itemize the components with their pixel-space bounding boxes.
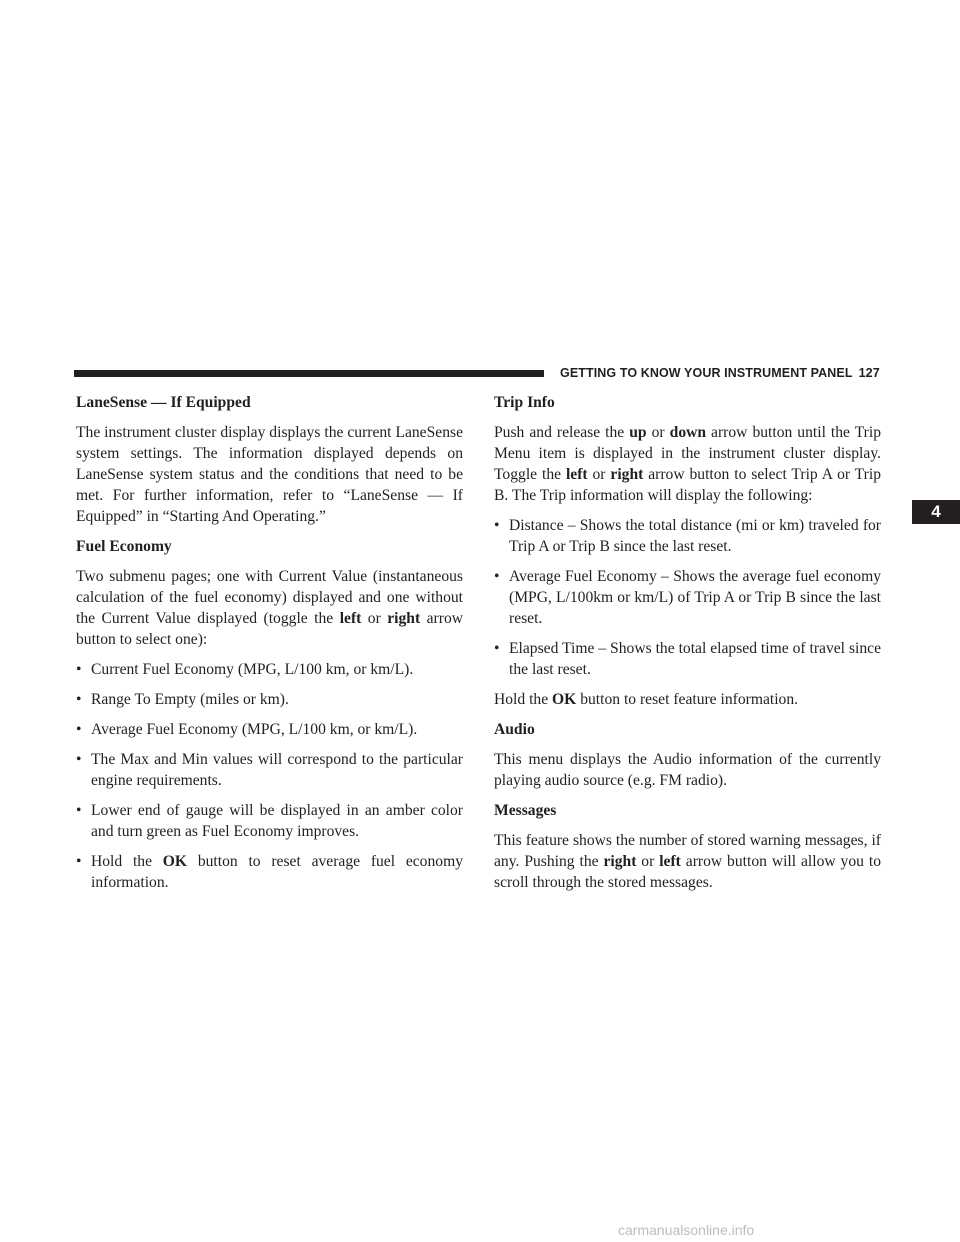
trip-info-intro: Push and release the up or down arrow button until the Trip Menu item is displayed in the instrument cluster display. Toggle the left or right arrow button to select Trip A or Trip B. The Trip information will display the following: [494,424,881,504]
header-title: GETTING TO KNOW YOUR INSTRUMENT PANEL [560,366,853,380]
messages-heading: Messages [494,802,557,819]
page-number: 127 [858,366,880,380]
audio-body: This menu displays the Audio information of the currently playing audio source (e.g. FM radio). [494,751,881,789]
running-header [560,366,880,380]
trip-info-heading: Trip Info [494,394,555,411]
fuel-economy-list [76,659,463,893]
fuel-economy-heading: Fuel Economy [76,538,172,555]
list-item: • Lower end of gauge will be displayed in an amber color and turn green as Fuel Economy improves. [76,800,463,842]
list-item: • Average Fuel Economy – Shows the average fuel economy (MPG, L/100km or km/L) of Trip A or Trip B since the last reset. [494,566,881,629]
list-item: • Distance – Shows the total distance (mi or km) traveled for Trip A or Trip B since the last reset. [494,515,881,557]
list-item: • The Max and Min values will correspond to the particular engine requirements. [76,749,463,791]
list-item: • Hold the OK button to reset average fuel economy information. [76,851,463,893]
list-item: • Average Fuel Economy (MPG, L/100 km, or km/L). [76,719,463,740]
audio-heading: Audio [494,721,535,738]
lanesense-body: The instrument cluster display displays the current LaneSense system settings. The information displayed depends on LaneSense system status and the conditions that need to be met. For further information, refer to “LaneSense — If Equipped” in “Starting And Operating.” [76,424,463,525]
trip-info-hold: Hold the OK button to reset feature information. [494,691,799,708]
list-item: • Range To Empty (miles or km). [76,689,463,710]
header-rule [74,370,544,377]
fuel-economy-intro: Two submenu pages; one with Current Value (instantaneous calculation of the fuel economy) displayed and one without the Current Value displayed (toggle the left or right arrow button to select one): [76,568,464,648]
left-column [76,392,463,902]
chapter-tab: 4 [912,500,960,524]
lanesense-heading: LaneSense — If Equipped [76,394,251,411]
list-item: • Elapsed Time – Shows the total elapsed time of travel since the last reset. [494,638,881,680]
messages-body: This feature shows the number of stored warning messages, if any. Pushing the right or left arrow button will allow you to scroll through the stored messages. [494,832,881,891]
watermark: carmanualsonline.info [618,1222,755,1238]
list-item: • Current Fuel Economy (MPG, L/100 km, or km/L). [76,659,463,680]
trip-info-list [494,515,881,680]
right-column [494,392,881,902]
